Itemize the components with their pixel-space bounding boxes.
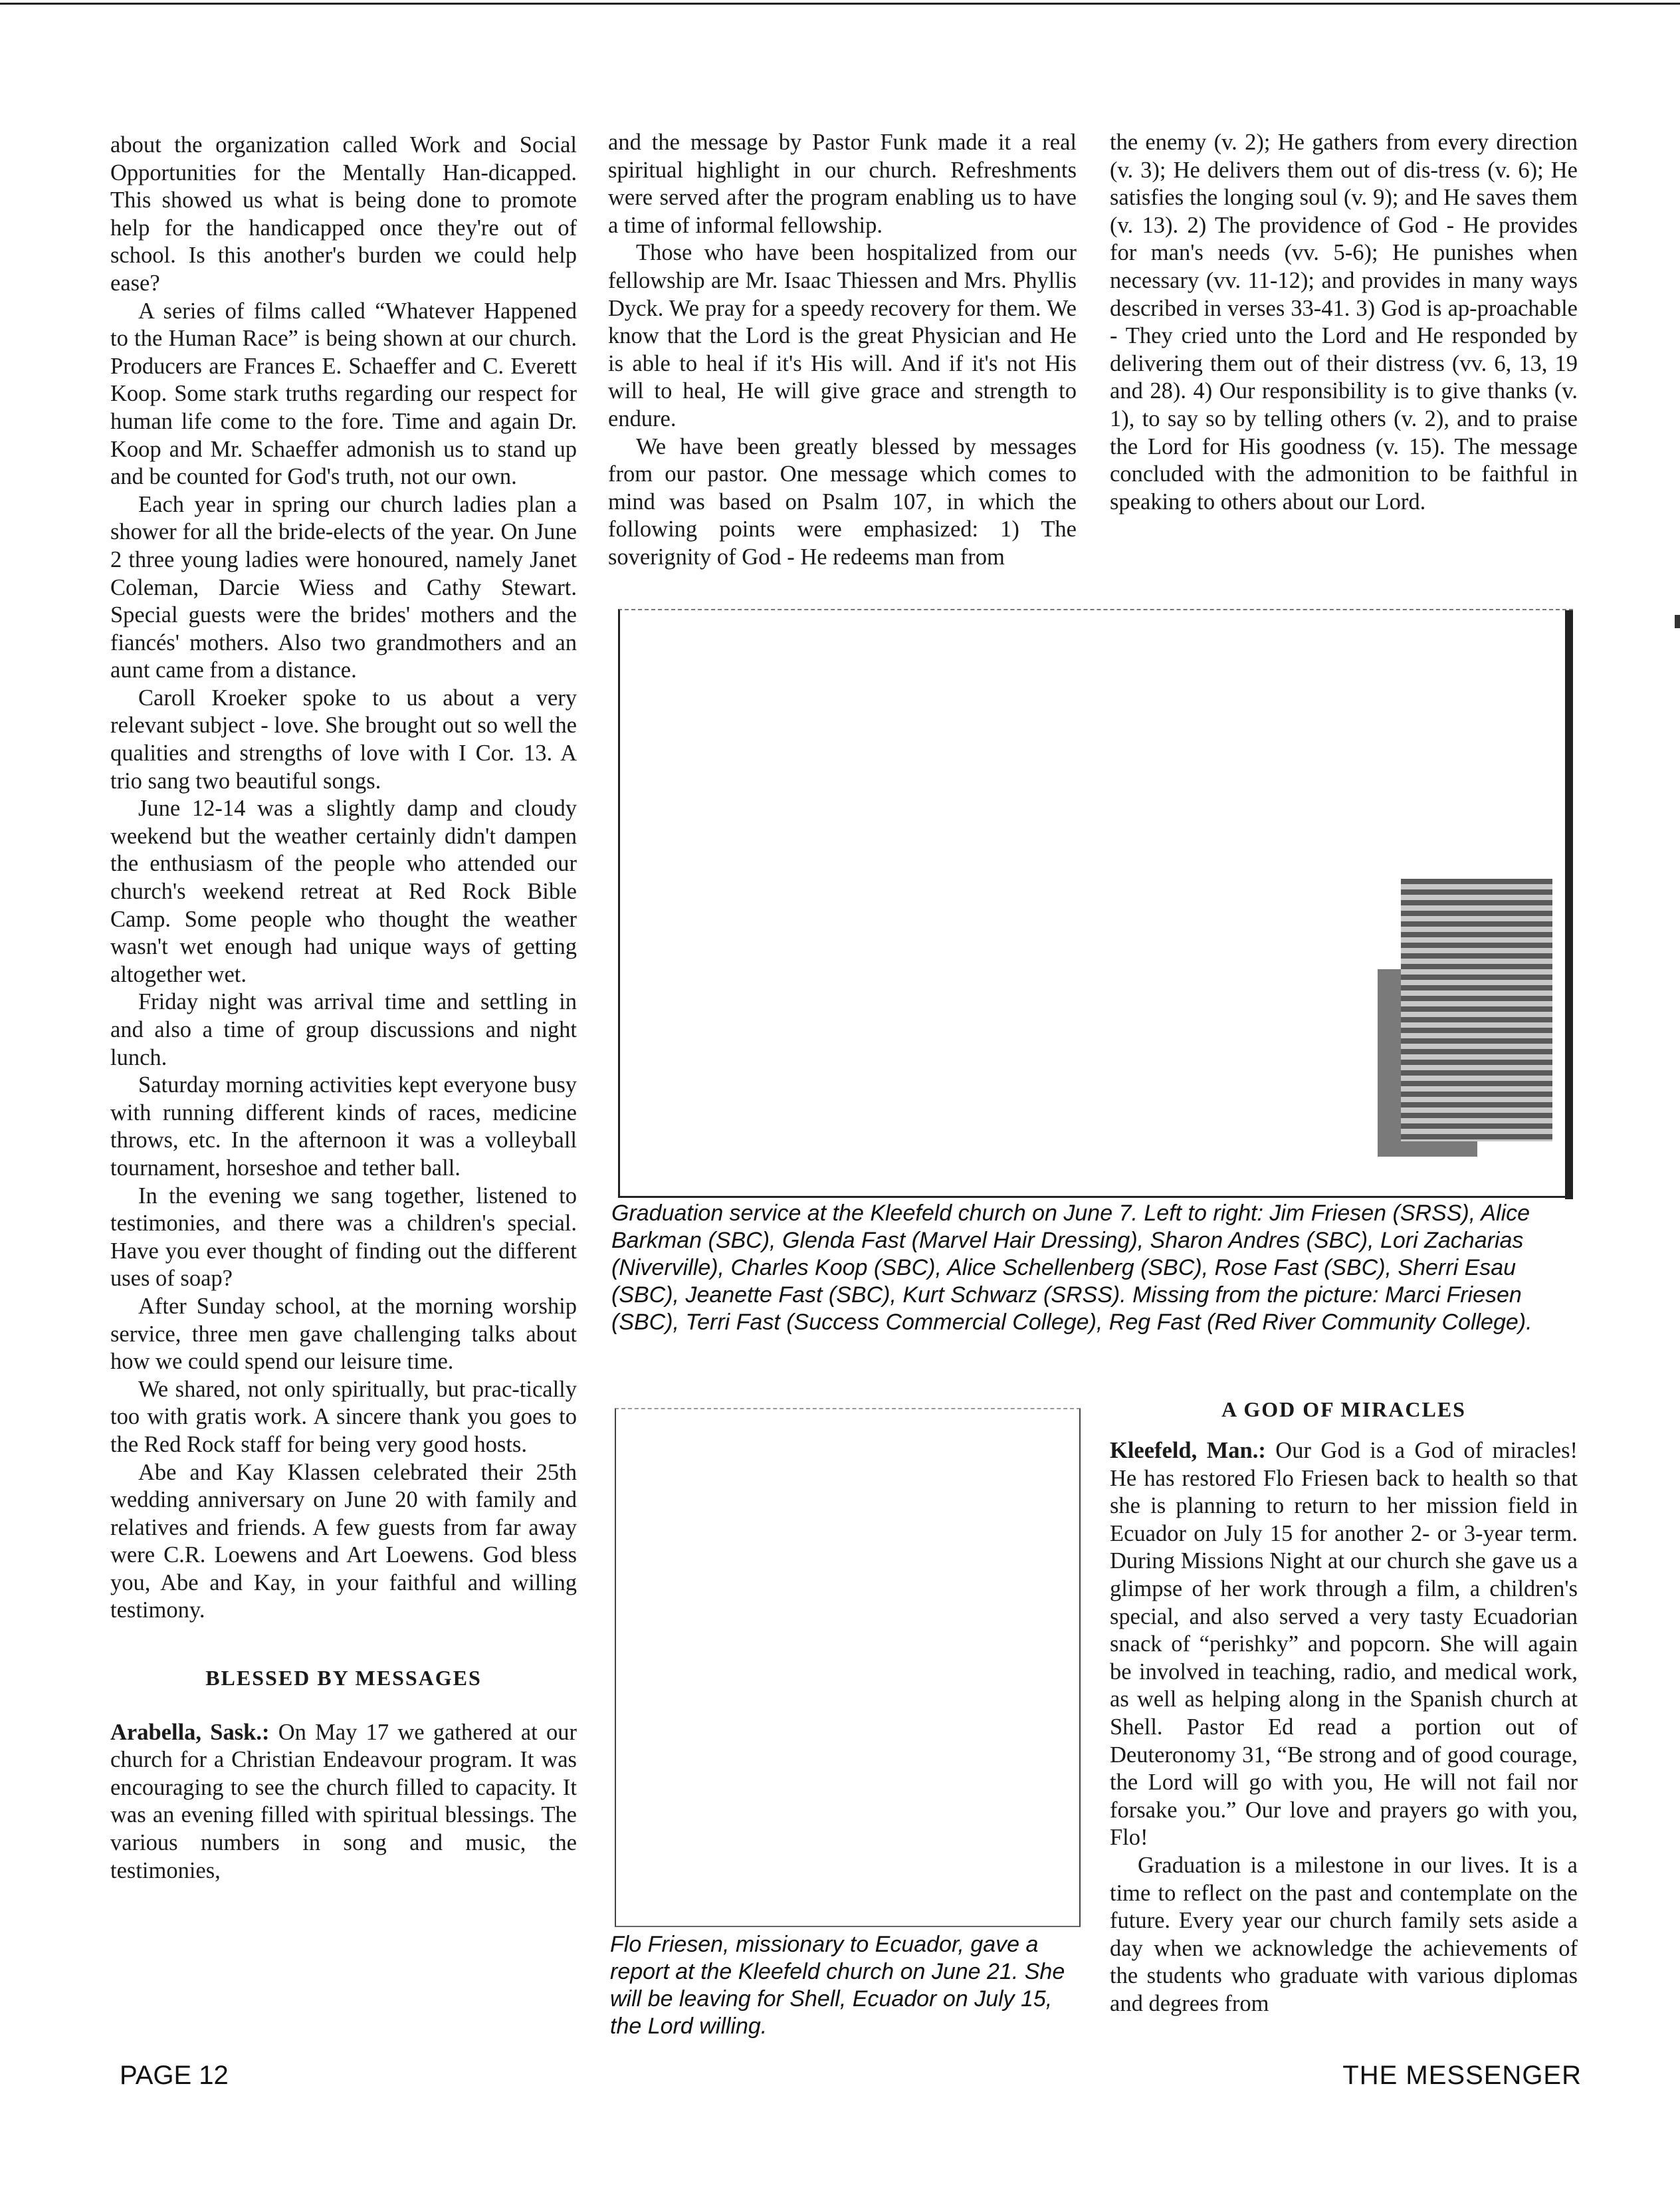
paragraph: After Sunday school, at the morning worship service, three men gave challenging talks about how we could spend our leisure time.: [110, 1293, 577, 1375]
flo-friesen-photo: [615, 1408, 1081, 1927]
dateline: Kleefeld, Man.:: [1110, 1438, 1266, 1463]
column-right: [1110, 129, 1578, 581]
section-heading-blessed: BLESSED BY MESSAGES: [205, 1666, 482, 1690]
paragraph: Friday night was arrival time and settling in and also a time of group discussions and night lunch.: [110, 989, 577, 1070]
top-border-line: [0, 3, 1680, 5]
paragraph: Caroll Kroeker spoke to us about a very relevant subject - love. She brought out so well the qualities and strengths of love with I Cor. 13. A trio sang two beautiful songs.: [110, 685, 577, 794]
paragraph: In the evening we sang together, listened to testimonies, and there was a children's special. Have you ever thought of finding out the different uses of soap?: [110, 1183, 577, 1292]
paragraph: Saturday morning activities kept everyone busy with running different kinds of races, medicine throws, etc. In the afternoon it was a volleyball tournament, horseshoe and tether ball.: [110, 1072, 577, 1181]
column-right-lower: [1110, 1437, 1578, 2102]
graduation-photo-caption: Graduation service at the Kleefeld church on June 7. Left to right: Jim Friesen (SRSS), Alice Barkman (SBC), Glenda Fast (Marvel Hair Dressing), Sharon Andres (SBC), Lori Zacharias (Niverville), Charles Koop (SBC), Alice Schellenberg (SBC), Rose Fast (SBC), Sherri Esau (SBC), Jeanette Fast (SBC), Kurt Schwarz (SRSS). Missing from the picture: Marci Friesen (SBC), Terri Fast (Success Commercial College), Reg Fast (Red River Community College).: [611, 1201, 1532, 1335]
paragraph-kleefeld: [1110, 1437, 1578, 1852]
graduation-photo: [618, 609, 1573, 1198]
paragraph-text: Our God is a God of miracles! He has restored Flo Friesen back to health so that she is planning to return to her mission field in Ecuador on July 15 for another 2- or 3-year term. During Missions Night at our church she gave us a glimpse of her work through a film, a children's special, and also served a very tasty Ecuadorian snack of “perishky” and popcorn. She will again be involved in teaching, radio, and medical work, as well as helping along in the Spanish church at Shell. Pastor Ed read a portion out of Deuteronomy 31, “Be strong and of good courage, the Lord will go with you, He will not fail nor forsake you.” Our love and prayers go with you, Flo!: [1110, 1438, 1578, 1851]
flo-photo-caption: Flo Friesen, missionary to Ecuador, gave a report at the Kleefeld church on June 21. She will be leaving for Shell, Ecuador on July 15, the Lord willing.: [610, 1932, 1065, 2039]
photo-edge: [1565, 610, 1573, 1199]
photo-figure: [1401, 879, 1552, 1141]
paragraph: Each year in spring our church ladies plan a shower for all the bride-elects of the year. On June 2 three young ladies were honoured, namely Janet Coleman, Darcie Wiess and Cathy Stewart. Special guests were the brides' mothers and the fiancés' mothers. Also two grandmothers and an aunt came from a distance.: [110, 491, 577, 683]
edge-mark: [1675, 615, 1680, 628]
paragraph: We shared, not only spiritually, but prac-tically too with gratis work. A sincere thank you goes to the Red Rock staff for being very good hosts.: [110, 1376, 577, 1457]
paragraph: the enemy (v. 2); He gathers from every direction (v. 3); He delivers them out of dis-tress (v. 6); He satisfies the longing soul (v. 9); and He saves them (v. 13). 2) The providence of God - He provides for man's needs (vv. 5-6); He punishes when necessary (vv. 11-12); and provides in many ways described in verses 33-41. 3) God is ap-proachable - They cried unto the Lord and He responded by delivering them out of their distress (vv. 6, 13, 19 and 28). 4) Our responsibility is to give thanks (v. 1), to say so by telling others (v. 2), and to praise the Lord for His goodness (v. 15). The message concluded with the admonition to be faithful in speaking to others about our Lord.: [1110, 130, 1578, 515]
column-middle: [608, 129, 1077, 594]
paragraph: Graduation is a milestone in our lives. It is a time to reflect on the past and contemplate on the future. Every year our church family sets aside a day when we acknowledge the achievements of the students who graduate with various diplomas and degrees from: [1110, 1852, 1578, 2016]
paragraph: Those who have been hospitalized from our fellowship are Mr. Isaac Thiessen and Mrs. Phyllis Dyck. We pray for a speedy recovery for them. We know that the Lord is the great Physician and He is able to heal if it's His will. And if it's not His will to heal, He will give grace and strength to endure.: [608, 240, 1077, 431]
paragraph: about the organization called Work and Social Opportunities for the Mentally Han-dicapped. This showed us what is being done to promote help for the handicapped once they're out of school. Is this another's burden we could help ease?: [110, 132, 577, 296]
page-number: PAGE 12: [120, 2061, 229, 2090]
section-heading-miracles: A GOD OF MIRACLES: [1221, 1397, 1466, 1421]
paragraph-text: On May 17 we gathered at our church for a Christian Endeavour program. It was encouraging to see the church filled to capacity. It was an evening filled with spiritual blessings. The various numbers in song and music, the testimonies,: [110, 1719, 578, 1883]
magazine-title: THE MESSENGER: [1342, 2061, 1582, 2090]
paragraph: A series of films called “Whatever Happened to the Human Race” is being shown at our church. Producers are Frances E. Schaeffer and C. Everett Koop. Some stark truths regarding our respect for human life come to the fore. Time and again Dr. Koop and Mr. Schaeffer admonish us to stand up and be counted for God's truth, not our own.: [110, 298, 577, 490]
dateline: Arabella, Sask.:: [110, 1719, 270, 1745]
paragraph: Abe and Kay Klassen celebrated their 25th wedding anniversary on June 20 with family and relatives and friends. A few guests from far away were C.R. Loewens and Art Loewens. God bless you, Abe and Kay, in your faithful and willing testimony.: [110, 1459, 577, 1623]
paragraph: and the message by Pastor Funk made it a real spiritual highlight in our church. Refreshments were served after the program enabling us to have a time of informal fellowship.: [608, 130, 1077, 238]
paragraph: We have been greatly blessed by messages from our pastor. One message which comes to mind was based on Psalm 107, in which the following points were emphasized: 1) The soverignity of God - He redeems man from: [608, 433, 1077, 570]
paragraph: June 12-14 was a slightly damp and cloudy weekend but the weather certainly didn't dampen the enthusiasm of the people who attended our church's weekend retreat at Red Rock Bible Camp. Some people who thought the weather wasn't wet enough had unique ways of getting altogether wet.: [110, 796, 577, 987]
column-left: [110, 132, 577, 2086]
paragraph-arabella: [110, 1719, 577, 1885]
